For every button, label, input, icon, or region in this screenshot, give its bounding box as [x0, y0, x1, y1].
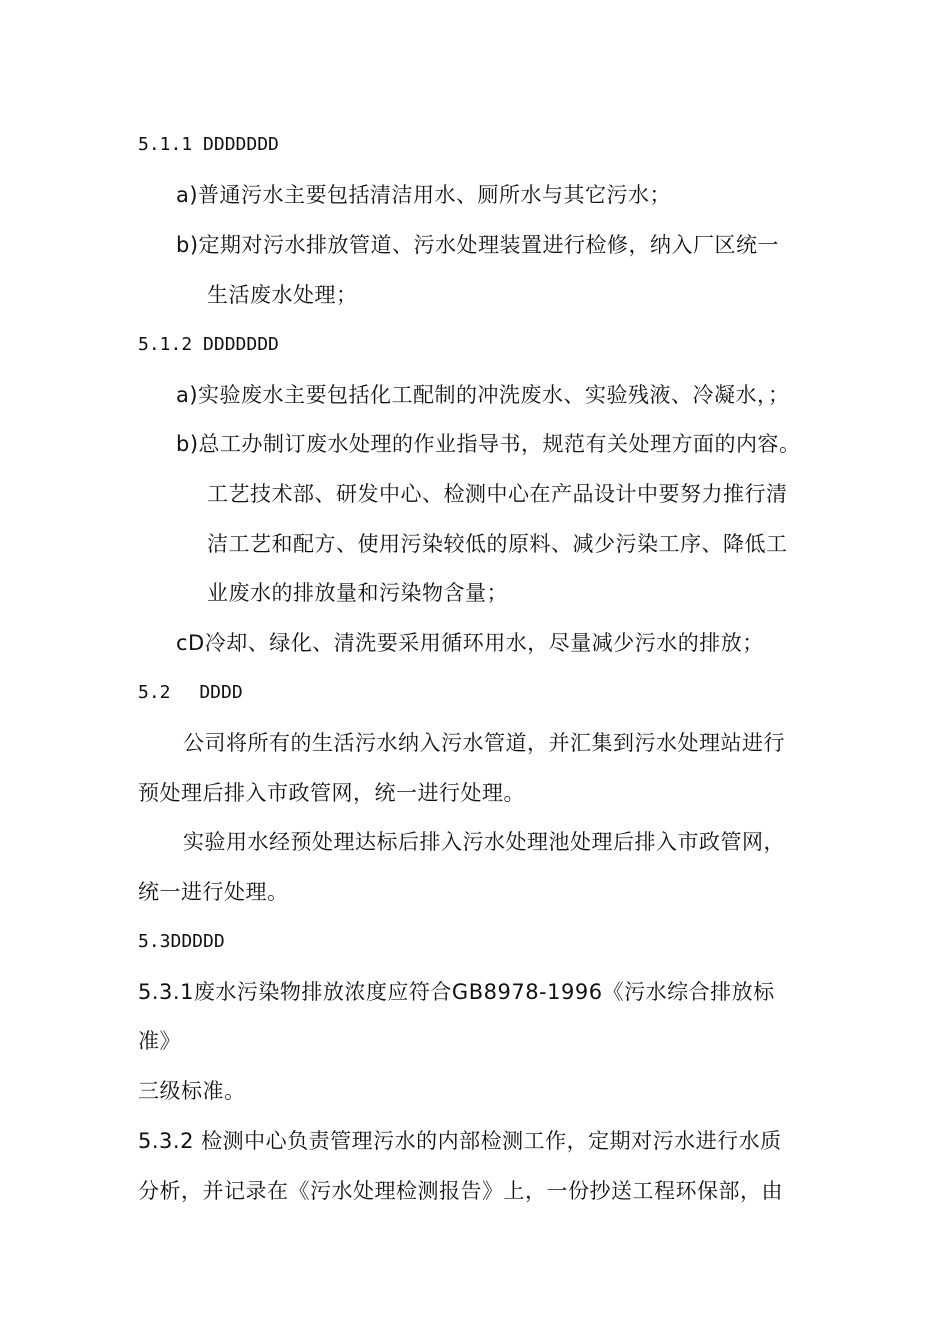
text-line: a)普通污水主要包括清洁用水、厕所水与其它污水；: [176, 183, 672, 207]
text-line: 分析，并记录在《污水处理检测报告》上，一份抄送工程环保部，由: [138, 1179, 783, 1203]
heading-5-1-2: 5.1.2 DDDDDDD: [138, 334, 279, 355]
text-line: 5.3.1废水污染物排放浓度应符合GB8978-1996《污水综合排放标: [138, 980, 775, 1004]
text-line: 洁工艺和配方、使用污染较低的原料、减少污染工序、降低工: [207, 532, 788, 556]
text-line: 准》: [138, 1029, 181, 1053]
text-line: cD冷却、绿化、清洗要采用循环用水，尽量减少污水的排放；: [176, 631, 764, 655]
text-line: a)实验废水主要包括化工配制的冲洗废水、实验残液、冷凝水，；: [176, 383, 790, 407]
text-line: 5.3.2 检测中心负责管理污水的内部检测工作，定期对污水进行水质: [138, 1129, 782, 1153]
paragraph-line: 预处理后排入市政管网，统一进行处理。: [138, 781, 525, 805]
text-line: b)定期对污水排放管道、污水处理装置进行检修，纳入厂区统一: [176, 233, 780, 257]
text-line: 业废水的排放量和污染物含量；: [207, 581, 508, 605]
paragraph-line: 公司将所有的生活污水纳入污水管道，并汇集到污水处理站进行: [183, 731, 785, 755]
paragraph-line: 统一进行处理。: [138, 880, 289, 904]
text-line: b)总工办制订废水处理的作业指导书，规范有关处理方面的内容。: [176, 432, 801, 456]
text-line: 工艺技术部、研发中心、检测中心在产品设计中要努力推行清: [207, 482, 788, 506]
text-line: 生活废水处理；: [207, 283, 358, 307]
heading-5-3: 5.3DDDDD: [138, 931, 225, 952]
heading-5-2: 5.2 DDDD: [138, 682, 243, 703]
text-line: 三级标准。: [138, 1079, 246, 1103]
paragraph-line: 实验用水经预处理达标后排入污水处理池处理后排入市政管网，: [183, 830, 785, 854]
heading-5-1-1: 5.1.1 DDDDDDD: [138, 134, 279, 155]
